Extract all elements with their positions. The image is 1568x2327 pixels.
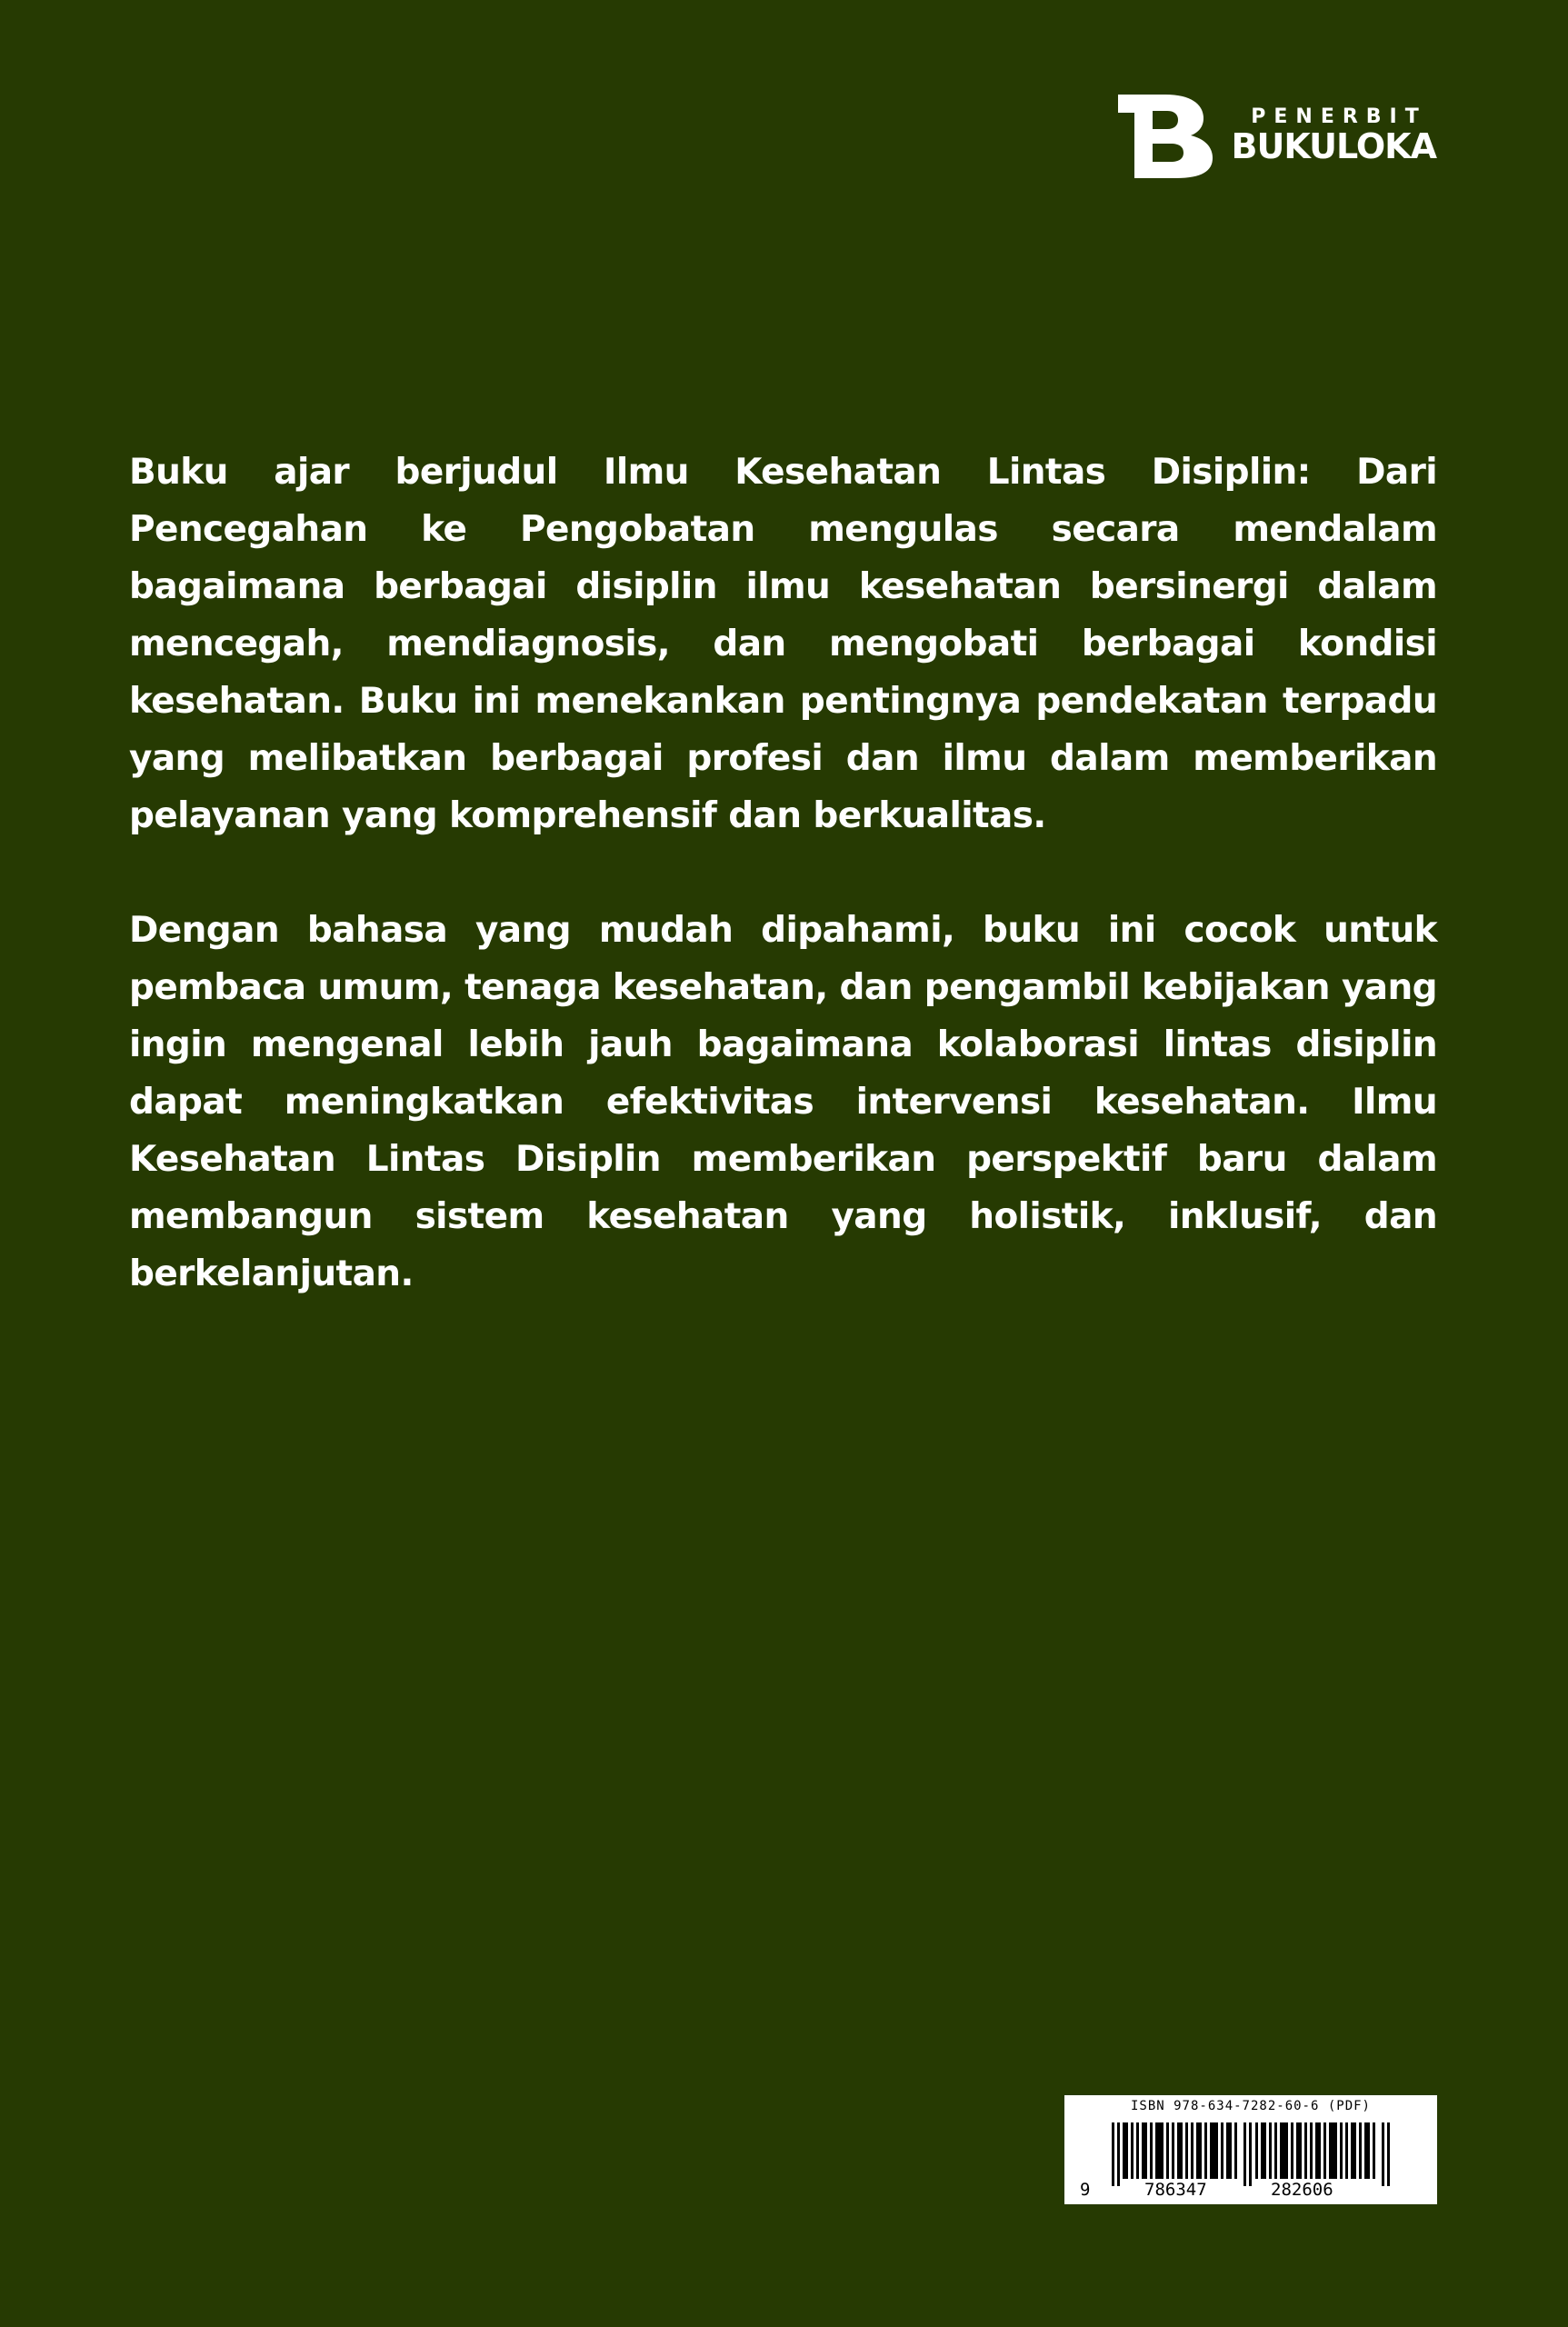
barcode-bars-icon <box>1112 2122 1390 2186</box>
publisher-logo <box>1118 91 1436 182</box>
blurb-paragraph-2: Dengan bahasa yang mudah dipahami, buku ini cocok untuk pembaca umum, tenaga kesehatan, dan pengambil kebijakan yang ingin mengenal lebih jauh bagaimana kolaborasi lintas disiplin dapat meningkatkan efektivitas intervensi kesehatan. Ilmu Kesehatan Lintas Disiplin memberikan perspektif baru dalam membangun sistem kesehatan yang holistik, inklusif, dan berkelanjutan. <box>129 910 1437 1294</box>
publisher-label: PENERBIT <box>1251 105 1427 128</box>
barcode-digits-right: 282606 <box>1271 2180 1333 2200</box>
isbn-barcode <box>1064 2095 1437 2204</box>
blurb-paragraph-1: Buku ajar berjudul Ilmu Kesehatan Lintas Disiplin: Dari Pencegahan ke Pengobatan mengulas secara mendalam bagaimana berbagai disiplin ilmu kesehatan bersinergi dalam mencegah, mendiagnosis, dan mengobati berbagai kondisi kesehatan. Buku ini menekankan pentingnya pendekatan terpadu yang melibatkan berbagai profesi dan ilmu dalam memberikan pelayanan yang komprehensif dan berkualitas. <box>129 452 1437 836</box>
publisher-b-logo-icon <box>1118 95 1214 178</box>
isbn-number: ISBN 978-634-7282-60-6 (PDF) <box>1130 2099 1371 2113</box>
barcode-digits-left: 786347 <box>1144 2180 1207 2200</box>
publisher-name: BUKULOKA <box>1231 126 1436 166</box>
book-blurb <box>129 444 1437 1360</box>
barcode-digit-first: 9 <box>1080 2180 1091 2200</box>
